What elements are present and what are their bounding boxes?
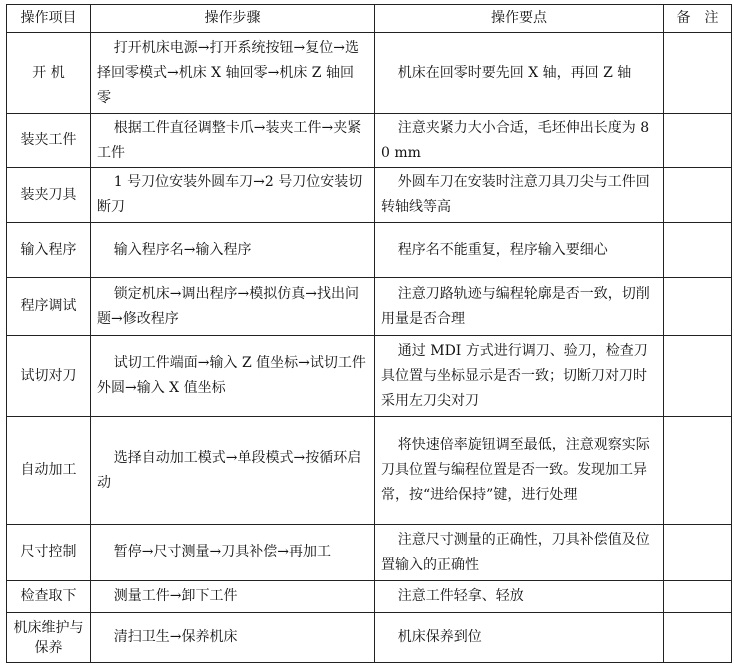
cell-remark xyxy=(664,525,732,581)
cell-remark xyxy=(664,114,732,168)
row-steps-text: 1 号刀位安装外圆车刀→2 号刀位安装切断刀 xyxy=(97,174,363,215)
header-notes: 操作要点 xyxy=(375,5,664,33)
table-row xyxy=(7,336,732,417)
table-row xyxy=(7,223,732,278)
row-item-label: 试切对刀 xyxy=(20,367,77,384)
cell-steps xyxy=(91,581,375,613)
cell-steps xyxy=(91,613,375,663)
cell-remark xyxy=(664,278,732,336)
cell-item xyxy=(7,525,91,581)
cell-notes xyxy=(375,33,664,114)
row-item-label: 程序调试 xyxy=(20,298,77,314)
cell-notes xyxy=(375,417,664,525)
cell-remark xyxy=(664,417,732,525)
table-row xyxy=(7,278,732,336)
cell-item xyxy=(7,581,91,613)
cell-item xyxy=(7,168,91,223)
cell-remark xyxy=(664,168,732,223)
cell-item xyxy=(7,114,91,168)
row-item-label: 装夹工件 xyxy=(20,132,77,148)
row-item-label: 尺寸控制 xyxy=(20,544,77,560)
cell-notes xyxy=(375,114,664,168)
table-row xyxy=(7,417,732,525)
header-steps: 操作步骤 xyxy=(91,5,375,33)
cell-item xyxy=(7,278,91,336)
table-row xyxy=(7,581,732,613)
cell-notes xyxy=(375,525,664,581)
row-item-label: 输入程序 xyxy=(20,241,77,258)
cell-notes xyxy=(375,613,664,663)
row-item-label: 检查取下 xyxy=(20,588,77,604)
cell-remark xyxy=(664,336,732,417)
row-steps-text: 根据工件直径调整卡爪→装夹工件→夹紧工件 xyxy=(97,119,362,161)
row-notes-text: 机床保养到位 xyxy=(397,629,482,645)
cell-steps xyxy=(91,278,375,336)
header-item: 操作项目 xyxy=(7,5,91,33)
cell-steps xyxy=(91,336,375,417)
table-row xyxy=(7,613,732,663)
row-item-label: 开 机 xyxy=(32,64,65,81)
row-steps-text: 选择自动加工模式→单段模式→按循环启动 xyxy=(97,449,362,491)
row-item-label: 机床维护与保养 xyxy=(13,619,84,656)
cell-steps xyxy=(91,168,375,223)
row-notes-text: 程序名不能重复，程序输入要细心 xyxy=(397,241,608,258)
cell-item xyxy=(7,223,91,278)
cell-steps xyxy=(91,223,375,278)
row-notes-text: 注意夹紧力大小合适，毛坯伸出长度为 80 mm xyxy=(381,119,650,161)
cell-item xyxy=(7,33,91,114)
row-steps-text: 暂停→尺寸测量→刀具补偿→再加工 xyxy=(113,544,331,560)
row-steps-text: 测量工件→卸下工件 xyxy=(113,588,238,604)
row-item-label: 装夹刀具 xyxy=(20,186,77,203)
cell-remark xyxy=(664,581,732,613)
table-row xyxy=(7,33,732,114)
row-steps-text: 清扫卫生→保养机床 xyxy=(113,629,238,645)
cell-notes xyxy=(375,278,664,336)
row-notes-text: 注意刀路轨迹与编程轮廓是否一致，切削用量是否合理 xyxy=(381,285,650,327)
cell-notes xyxy=(375,168,664,223)
row-notes-text: 将快速倍率旋钮调至最低，注意观察实际刀具位置与编程位置是否一致。发现加工异常，按“进给保持”键，进行处理 xyxy=(381,437,650,503)
cell-remark xyxy=(664,613,732,663)
cell-steps xyxy=(91,114,375,168)
row-notes-text: 通过 MDI 方式进行调刀、验刀，检查刀具位置与坐标显示是否一致；切断刀对刀时采用左刀尖对刀 xyxy=(381,342,648,409)
row-steps-text: 锁定机床→调出程序→模拟仿真→找出问题→修改程序 xyxy=(97,285,359,327)
row-notes-text: 外圆车刀在安装时注意刀具刀尖与工件回转轴线等高 xyxy=(381,174,650,215)
operation-steps-table xyxy=(6,4,732,663)
cell-steps xyxy=(91,33,375,114)
table-row xyxy=(7,168,732,223)
table-header-row xyxy=(7,5,732,33)
cell-remark xyxy=(664,33,732,114)
table-row xyxy=(7,114,732,168)
header-remark: 备 注 xyxy=(664,5,732,33)
cell-item xyxy=(7,336,91,417)
row-notes-text: 机床在回零时要先回 X 轴，再回 Z 轴 xyxy=(397,64,632,81)
row-steps-text: 试切工件端面→输入 Z 值坐标→试切工件外圆→输入 X 值坐标 xyxy=(97,355,366,396)
cell-item xyxy=(7,417,91,525)
cell-notes xyxy=(375,581,664,613)
cell-remark xyxy=(664,223,732,278)
cell-notes xyxy=(375,223,664,278)
cell-steps xyxy=(91,417,375,525)
cell-steps xyxy=(91,525,375,581)
row-steps-text: 打开机床电源→打开系统按钮→复位→选择回零模式→机床 X 轴回零→机床 Z 轴回零 xyxy=(97,39,359,106)
cell-item xyxy=(7,613,91,663)
row-notes-text: 注意工件轻拿、轻放 xyxy=(397,588,524,604)
cell-notes xyxy=(375,336,664,417)
row-notes-text: 注意尺寸测量的正确性，刀具补偿值及位置输入的正确性 xyxy=(381,531,650,573)
table-row xyxy=(7,525,732,581)
row-item-label: 自动加工 xyxy=(20,462,77,478)
row-steps-text: 输入程序名→输入程序 xyxy=(113,241,252,258)
